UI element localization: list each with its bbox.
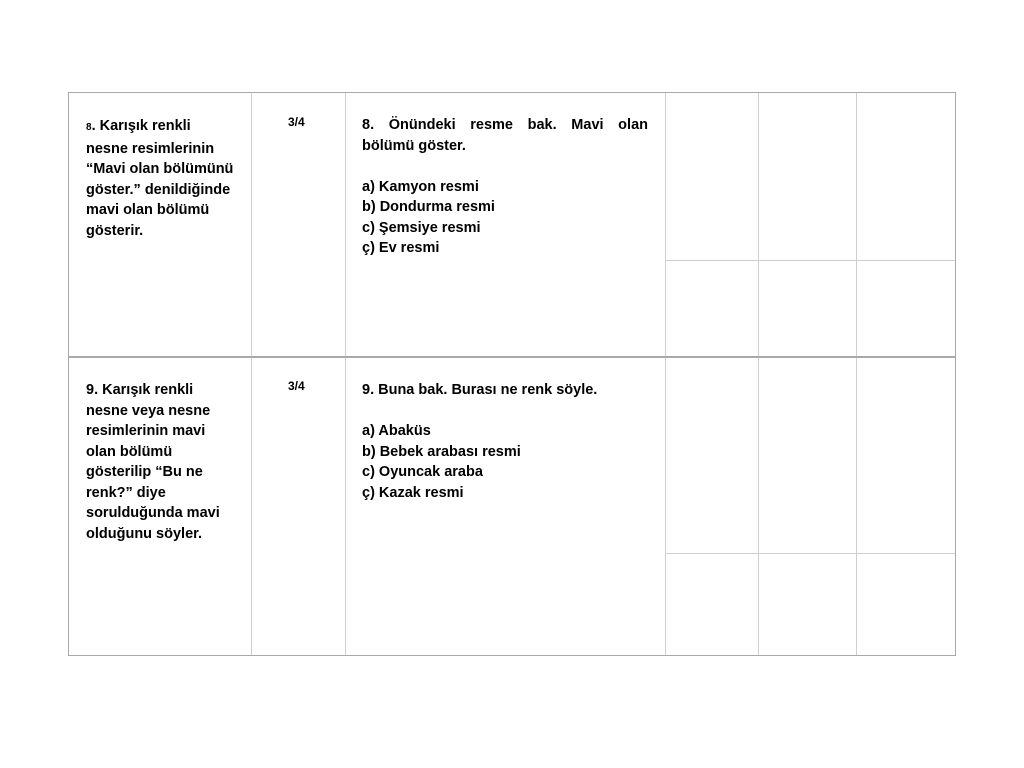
column-divider xyxy=(665,93,666,655)
column-divider xyxy=(251,93,252,655)
criterion-cell xyxy=(86,116,236,241)
option-item: a) Abaküs xyxy=(362,423,431,439)
option-item: b) Bebek arabası resmi xyxy=(362,443,521,460)
question-text-line2: bölümü göster. xyxy=(362,137,466,154)
score-cell: 3/4 xyxy=(288,115,305,129)
option-item: ç) Kazak resmi xyxy=(362,484,464,501)
question-text-line1: 9. Buna bak. Burası ne renk söyle. xyxy=(362,382,598,398)
question-cell xyxy=(362,115,648,259)
criterion-number: 8 xyxy=(86,122,92,133)
column-divider xyxy=(758,93,759,655)
column-divider xyxy=(856,93,857,655)
criterion-cell xyxy=(86,380,228,544)
subrow-divider xyxy=(665,260,955,261)
column-divider xyxy=(345,93,346,655)
option-item: c) Şemsiye resmi xyxy=(362,219,481,236)
score-cell: 3/4 xyxy=(288,379,305,393)
criterion-text: . Karışık renkli nesne resimlerinin “Mavi olan bölümünü göster.” denildiğinde mavi olan bölümü gösterir. xyxy=(86,118,234,239)
option-item: ç) Ev resmi xyxy=(362,240,440,256)
option-item: c) Oyuncak araba xyxy=(362,464,483,480)
option-item: b) Dondurma resmi xyxy=(362,199,495,215)
criterion-text: 9. Karışık renkli nesne veya nesne resimlerinin mavi olan bölümü gösterilip “Bu ne renk?” diye sorulduğunda mavi olduğunu söyler. xyxy=(86,382,220,542)
subrow-divider xyxy=(665,553,955,554)
assessment-table xyxy=(68,92,956,656)
question-text-line1: 8. Önündeki resme bak. Mavi olan xyxy=(362,117,648,133)
question-cell xyxy=(362,380,648,503)
row-divider xyxy=(69,356,955,358)
option-item: a) Kamyon resmi xyxy=(362,178,479,195)
